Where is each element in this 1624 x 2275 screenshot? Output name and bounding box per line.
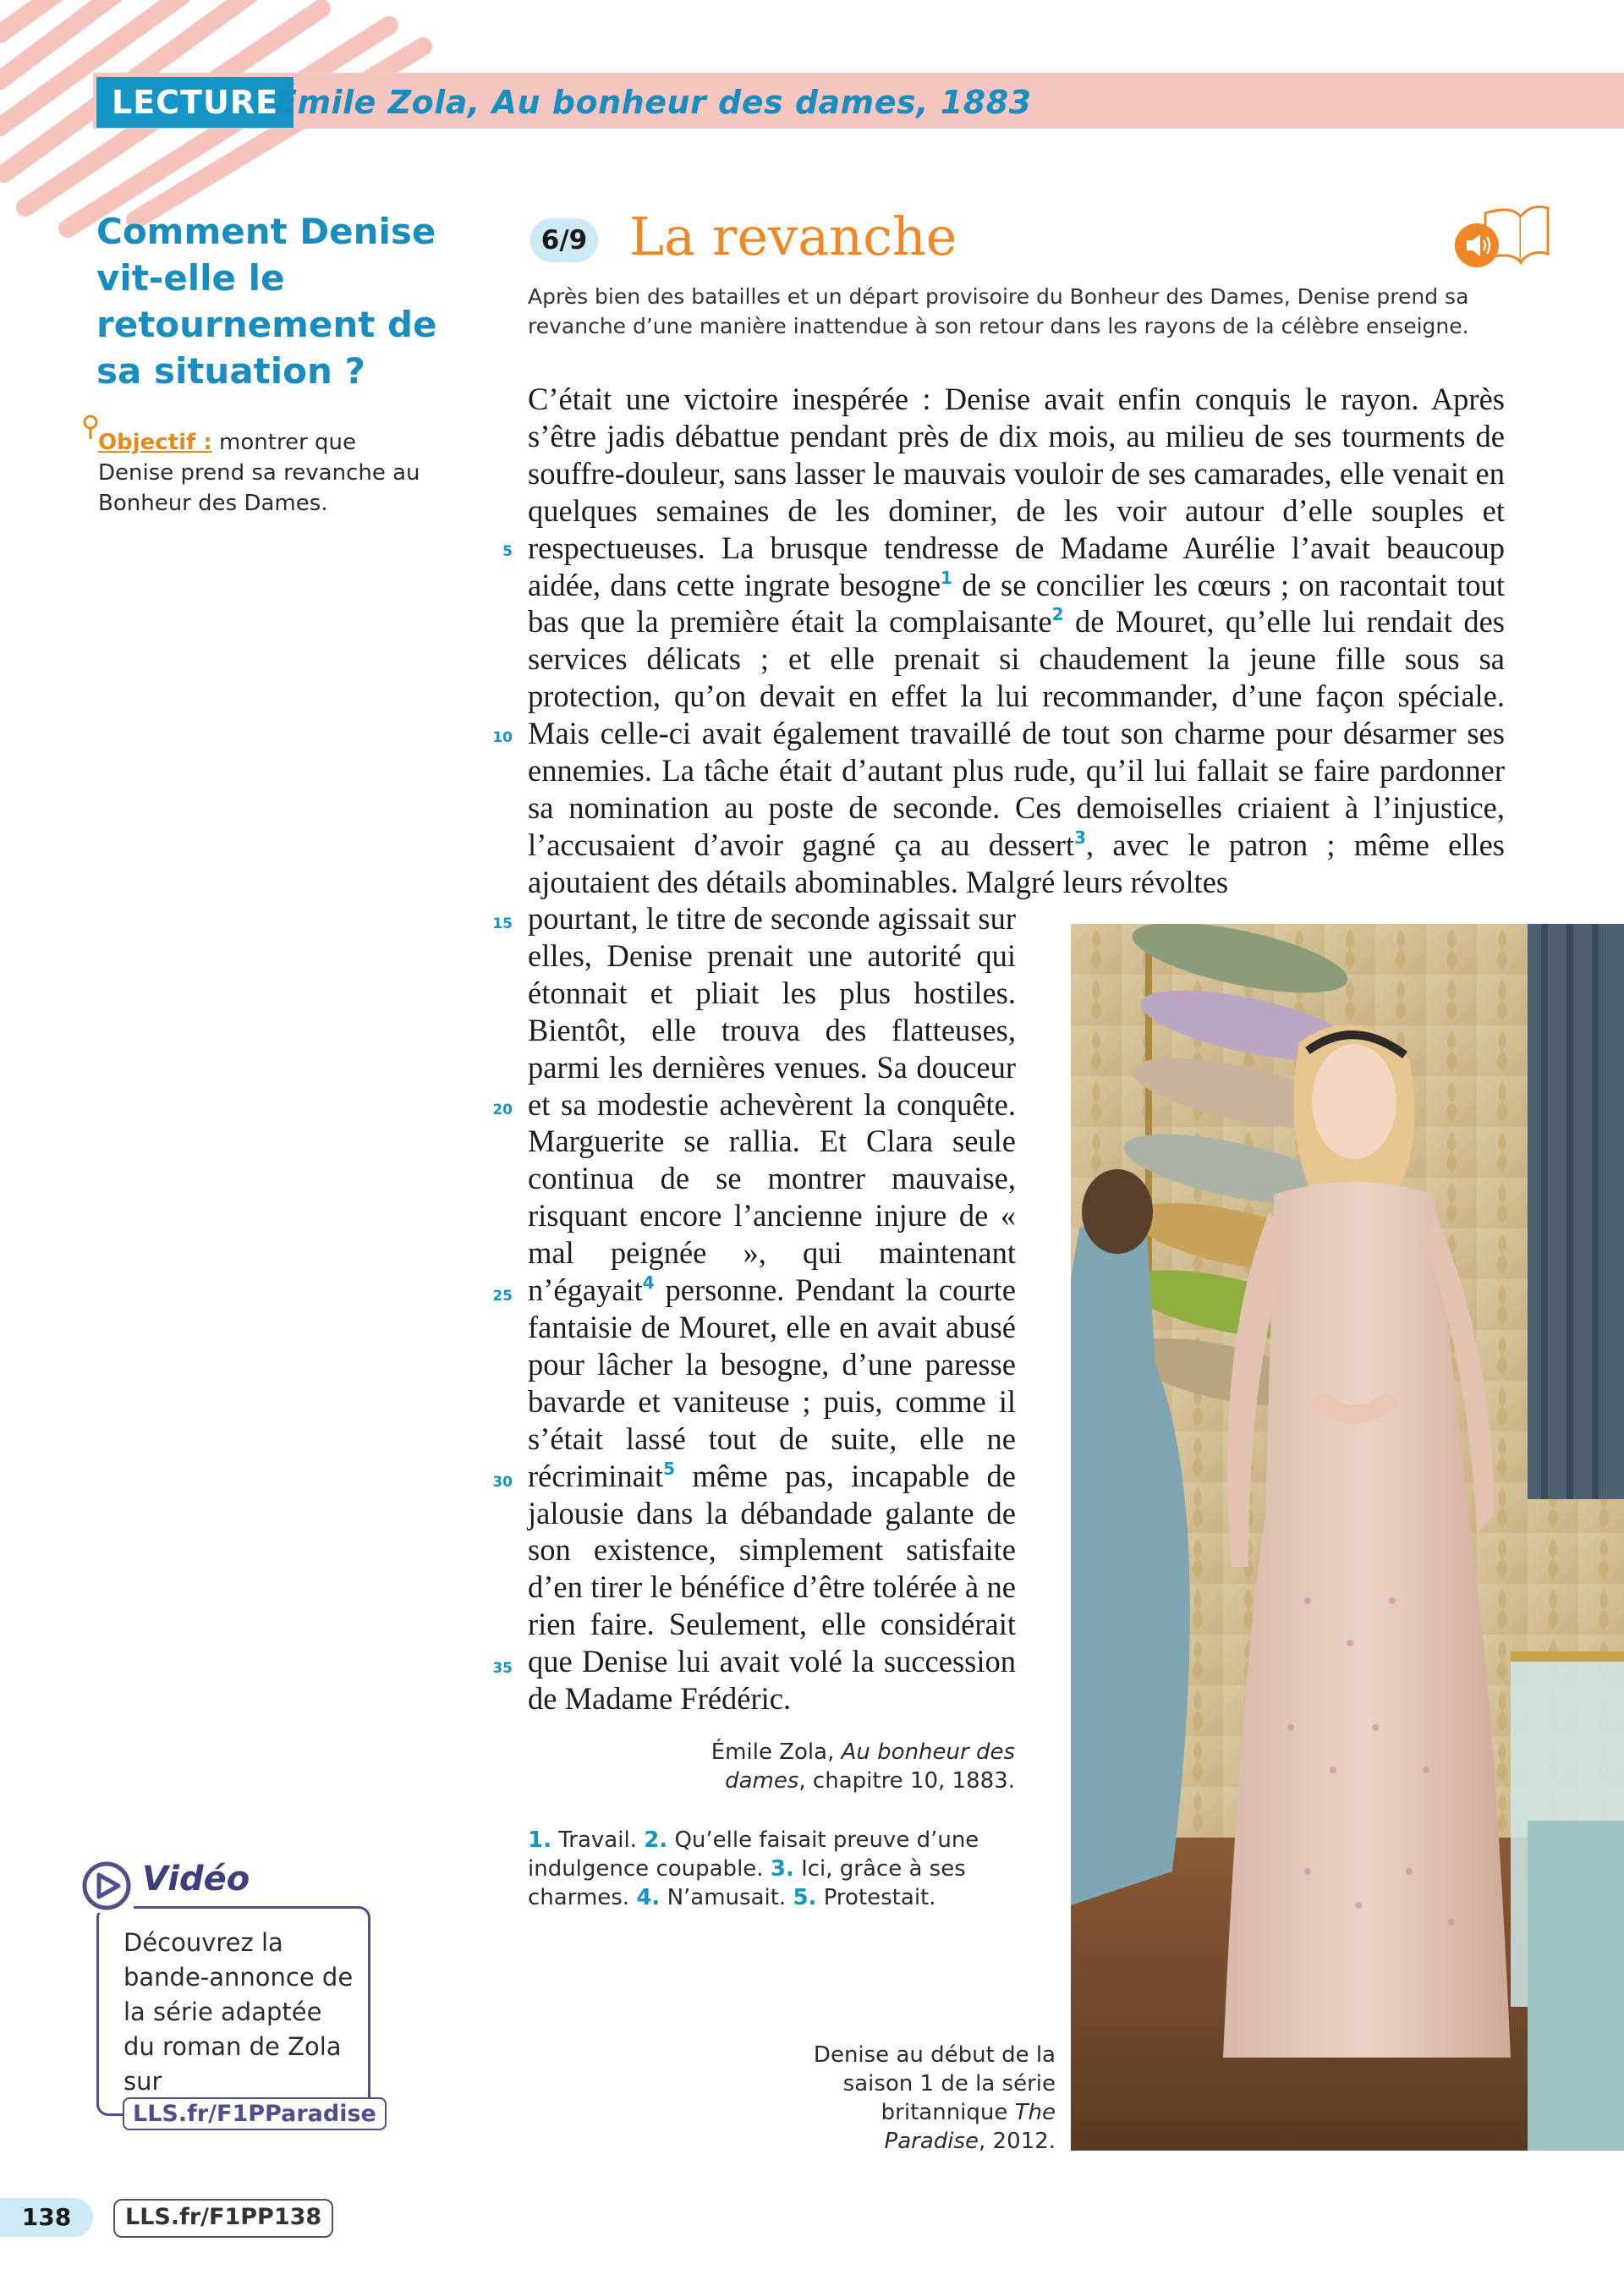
video-title: Vidéo [142, 1860, 250, 1899]
excerpt-text: C’était une victoire inespérée : Denise avait enfin conquis le rayon. Après s’être jadis débattue pendant près de dix mois, au milieu de ses tourments de souffre-douleur, sans lasser le mauvais vouloir de ses camarades, elle venait en quelques semaines de les dominer, de les voir autour d’elle souples et respectueuses. La brusque tendresse de Madame Aurélie l’avait beaucoup aidée, dans cette ingrate besogne [528, 382, 1505, 602]
footnote-number: 1. [528, 1827, 551, 1853]
note-mark: 5 [663, 1458, 676, 1479]
footnote-number: 4. [636, 1885, 661, 1910]
footnote-text: Travail. [558, 1827, 637, 1853]
excerpt-text: même pas, incapable de jalousie dans la débandade galante de son existence, simplement satisfaite d’en tirer le bénéfice d’être tolérée à ne rien faire. Seulement, elle considérait que Denise lui avait volé la succession de Madame Frédéric. [528, 1458, 1016, 1717]
note-mark: 2 [1051, 604, 1064, 625]
line-number: 5 [502, 543, 513, 560]
footnotes [528, 1826, 1001, 1912]
note-mark: 3 [1074, 827, 1086, 848]
lecture-tag: LECTURE [96, 77, 294, 128]
video-link[interactable]: LLS.fr/F1PParadise [123, 2097, 387, 2130]
excerpt-text: pourtant, le titre de seconde agissait sur elles, Denise prenait une autorité qui étonnait et pliait les plus hostiles. Bientôt, elle trouva des flatteuses, parmi les dernières venues. Sa douceur et sa modestie achevèrent la conquête. Marguerite se rallia. Et Clara seule continua de se montrer mauvaise, risquant encore l’ancienne injure de « mal peignée », qui maintenant n’égayait [528, 901, 1016, 1308]
footnote-number: 2. [644, 1827, 668, 1853]
line-number: 35 [492, 1660, 513, 1677]
line-number: 20 [492, 1102, 513, 1118]
line-number: 15 [492, 915, 513, 932]
excerpt-text: , avec le patron ; même elles ajoutaient des détails abominables. Malgré leurs révoltes [528, 827, 1506, 899]
header-title: Émile Zola, Au bonheur des dames, 1883 [275, 84, 1032, 121]
note-mark: 4 [642, 1272, 655, 1294]
photo-caption [812, 2041, 1056, 2156]
play-icon [80, 1859, 134, 1913]
footnote-number: 3. [770, 1856, 794, 1882]
pin-icon [81, 415, 100, 440]
chapter-badge: 6/9 [530, 218, 598, 262]
audio-book-icon[interactable] [1451, 201, 1551, 272]
caption-text: Denise au début de la saison 1 de la série britannique [813, 2042, 1056, 2125]
citation-author: Émile Zola, [710, 1739, 835, 1765]
objective-label: Objectif : [98, 430, 212, 455]
citation-work: Au bonheur des dames [725, 1739, 1015, 1794]
line-number: 10 [492, 729, 513, 746]
page-number: 138 [0, 2198, 93, 2237]
intro-text: Après bien des batailles et un départ provisoire du Bonheur des Dames, Denise prend sa revanche d’une manière inattendue à son retour dans les rayons de la célèbre enseigne. [528, 284, 1469, 338]
citation [677, 1738, 1015, 1795]
excerpt-paragraph-top [528, 381, 1505, 901]
footnote-text: N’amusait. [667, 1885, 787, 1910]
line-number: 30 [492, 1474, 513, 1491]
guiding-question: Comment Denise vit-elle le retournement de sa situation ? [96, 211, 437, 392]
footnote-text: Ici, grâce à ses charmes. [528, 1856, 966, 1910]
footnote-number: 5. [793, 1885, 817, 1910]
footer-link[interactable]: LLS.fr/F1PP138 [113, 2199, 333, 2238]
section-title: La revanche [629, 206, 957, 267]
footnote-text: Protestait. [823, 1885, 936, 1910]
caption-work: The Paradise [884, 2100, 1056, 2154]
citation-details: , chapitre 10, 1883. [798, 1768, 1015, 1794]
objective-text: montrer que Denise prend sa revanche au Bonheur des Dames. [98, 430, 420, 516]
series-photo [1071, 924, 1624, 2151]
excerpt-text: personne. Pendant la courte fantaisie de Mouret, elle en avait abusé pour lâcher la besogne, d’une paresse bavarde et vaniteuse ; puis, comme il s’était lassé tout de suite, elle ne récriminait [528, 1272, 1016, 1493]
objective [98, 427, 436, 519]
footnote-text: Qu’elle faisait preuve d’une indulgence coupable. [528, 1827, 979, 1882]
note-mark: 1 [941, 567, 952, 588]
excerpt-text: de Mouret, qu’elle lui rendait des services délicats ; et elle prenait si chaudement la jeune fille sous sa protection, qu’on devait en effet la lui recommander, d’une façon spéciale. Mais celle-ci avait également travaillé de tout son charme pour désarmer ses ennemies. La tâche était d’autant plus rude, qu’il lui fallait se faire pardonner sa nomination au poste de seconde. Ces demoiselles criaient à l’injustice, l’accusaient d’avoir gagné ça au dessert [528, 604, 1505, 862]
excerpt-text: de se concilier les cœurs ; on racontait tout bas que la première était la complaisante [528, 567, 1505, 640]
line-number: 25 [492, 1288, 513, 1305]
video-description: Découvrez la bande-annonce de la série adaptée du roman de Zola sur [123, 1928, 354, 2096]
excerpt-paragraph-bottom [528, 900, 1016, 1717]
caption-year: , 2012. [979, 2129, 1056, 2154]
